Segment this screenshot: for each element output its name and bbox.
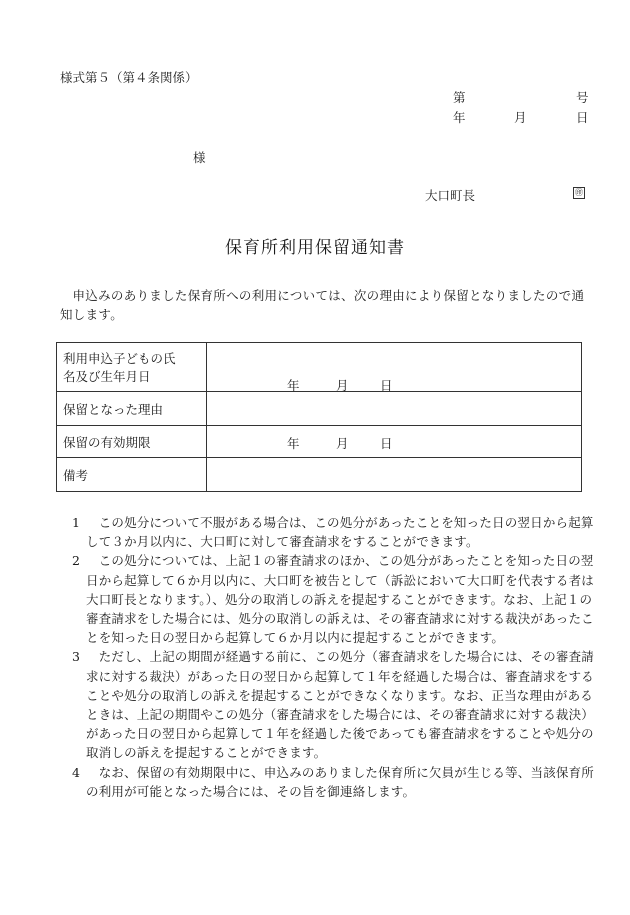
expiry-value (207, 426, 582, 458)
seal-mark: ㊞ (575, 188, 583, 197)
notes-list (60, 513, 596, 801)
intro-paragraph: 申込みのありました保育所への利用については、次の理由により保留となりましたので通知します。 (60, 288, 585, 322)
table-row (57, 392, 582, 426)
expiry-label: 保留の有効期限 (57, 426, 207, 458)
note-item: 2 この処分については、上記１の審査請求のほか、この処分があったことを知った日の翌日から起算して６か月以内に、大口町を被告として（訴訟において大口町を代表する者は大口町長となります。）、処分の取消しの訴えを提起することができます。なお、上記１の審査請求をした場合には、処分の取消しの訴えは、その審査請求に対する裁決があったことを知った日の翌日から起算して６か月以内に提起することができます。 (72, 553, 595, 646)
info-table (56, 342, 582, 492)
remarks-value (207, 458, 582, 492)
note-item: 3 ただし、上記の期間が経過する前に、この処分（審査請求をした場合には、その審査請求に対する裁決）があった日の翌日から起算して１年を経過した場合は、審査請求をすることや処分の取消しの訴えを提起することができなくなります。なお、正当な理由があるときは、上記の期間やこの処分（審査請求をした場合には、その審査請求に対する裁決）があった日の翌日から起算して１年を経過した後であっても審査請求をすることや処分の取消しの訴えを提起することができます。 (72, 649, 595, 761)
note-item: 1 この処分について不服がある場合は、この処分があったことを知った日の翌日から起算して３か月以内に、大口町に対して審査請求をすることができます。 (72, 515, 594, 550)
table-row (57, 458, 582, 492)
doc-number-suffix: 号 (576, 90, 589, 105)
expiry-year-label: 年 (287, 436, 300, 451)
addressee-suffix: 様 (193, 150, 206, 165)
issue-date-day: 日 (576, 110, 589, 125)
child-name-label: 利用申込子どもの氏 名及び生年月日 (57, 343, 207, 392)
table-row (57, 426, 582, 458)
table-row (57, 343, 582, 392)
reason-label: 保留となった理由 (57, 392, 207, 426)
issue-date-month: 月 (514, 110, 527, 125)
document-number (453, 88, 589, 106)
expiry-day-label: 日 (380, 436, 393, 451)
form-number: 様式第５（第４条関係） (60, 70, 198, 85)
doc-number-prefix: 第 (453, 90, 466, 105)
expiry-month-label: 月 (336, 436, 349, 451)
reason-value (207, 392, 582, 426)
remarks-label: 備考 (57, 458, 207, 492)
birth-month-label: 月 (336, 378, 349, 393)
child-name-value (207, 343, 582, 392)
document-title: 保育所利用保留通知書 (225, 238, 405, 258)
issuer-name: 大口町長 (425, 188, 476, 203)
issue-date-year: 年 (453, 110, 466, 125)
birth-year-label: 年 (287, 378, 300, 393)
birth-day-label: 日 (380, 378, 393, 393)
note-item: 4 なお、保留の有効期限中に、申込みのありました保育所に欠員が生じる等、当該保育所の利用が可能となった場合には、その旨を御連絡します。 (72, 764, 595, 799)
